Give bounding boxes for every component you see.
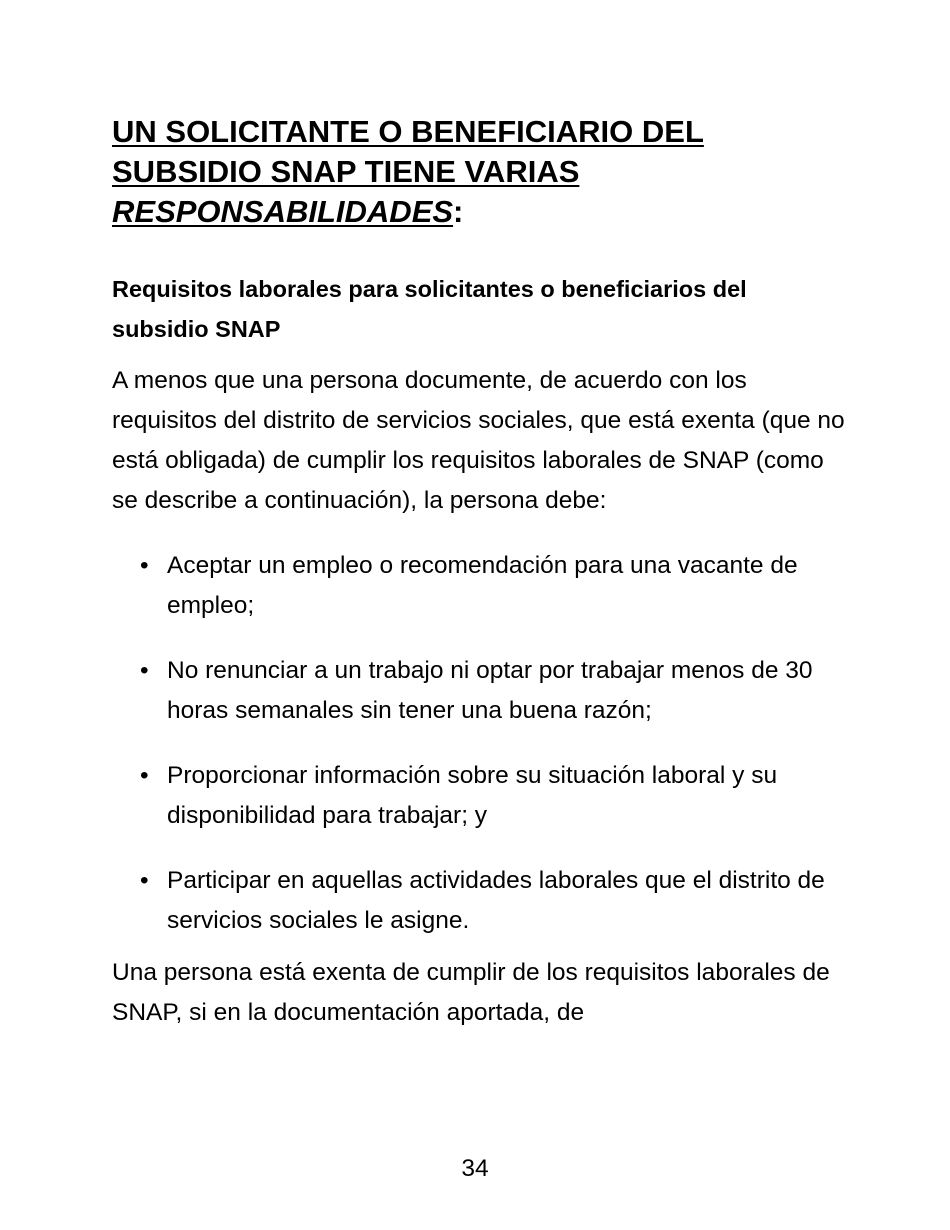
list-item [112, 861, 847, 941]
list-item-text: No renunciar a un trabajo ni optar por trabajar menos de 30 horas semanales sin tener una buena razón; [167, 657, 813, 724]
page-number: 34 [461, 1155, 489, 1182]
requirements-list [112, 546, 847, 941]
title-emphasis: RESPONSABILIDADES [112, 194, 454, 229]
list-item-text: Participar en aquellas actividades laborales que el distrito de servicios sociales le asigne. [167, 867, 825, 934]
list-item-text: Proporcionar información sobre su situación laboral y su disponibilidad para trabajar; y [167, 762, 778, 829]
closing-paragraph: Una persona está exenta de cumplir de los requisitos laborales de SNAP, si en la documentación aportada, de [112, 959, 830, 1026]
bullet-icon: • [140, 867, 149, 894]
document-page [112, 112, 847, 1033]
intro-paragraph: A menos que una persona documente, de acuerdo con los requisitos del distrito de servicios sociales, que está exenta (que no está obligada) de cumplir los requisitos laborales de SNAP (como se describe a continuación), la persona debe: [112, 367, 845, 514]
section-subheading: Requisitos laborales para solicitantes o beneficiarios del subsidio SNAP [112, 276, 747, 342]
page-title [112, 112, 847, 232]
bullet-icon: • [140, 762, 149, 789]
list-item [112, 651, 847, 731]
list-item-text: Aceptar un empleo o recomendación para una vacante de empleo; [167, 552, 798, 619]
bullet-icon: • [140, 552, 149, 579]
title-colon: : [453, 194, 464, 229]
title-line-1: UN SOLICITANTE O BENEFICIARIO DEL [112, 114, 704, 149]
list-item [112, 756, 847, 836]
title-line-2: SUBSIDIO SNAP TIENE VARIAS [112, 154, 580, 189]
list-item [112, 546, 847, 626]
bullet-icon: • [140, 657, 149, 684]
